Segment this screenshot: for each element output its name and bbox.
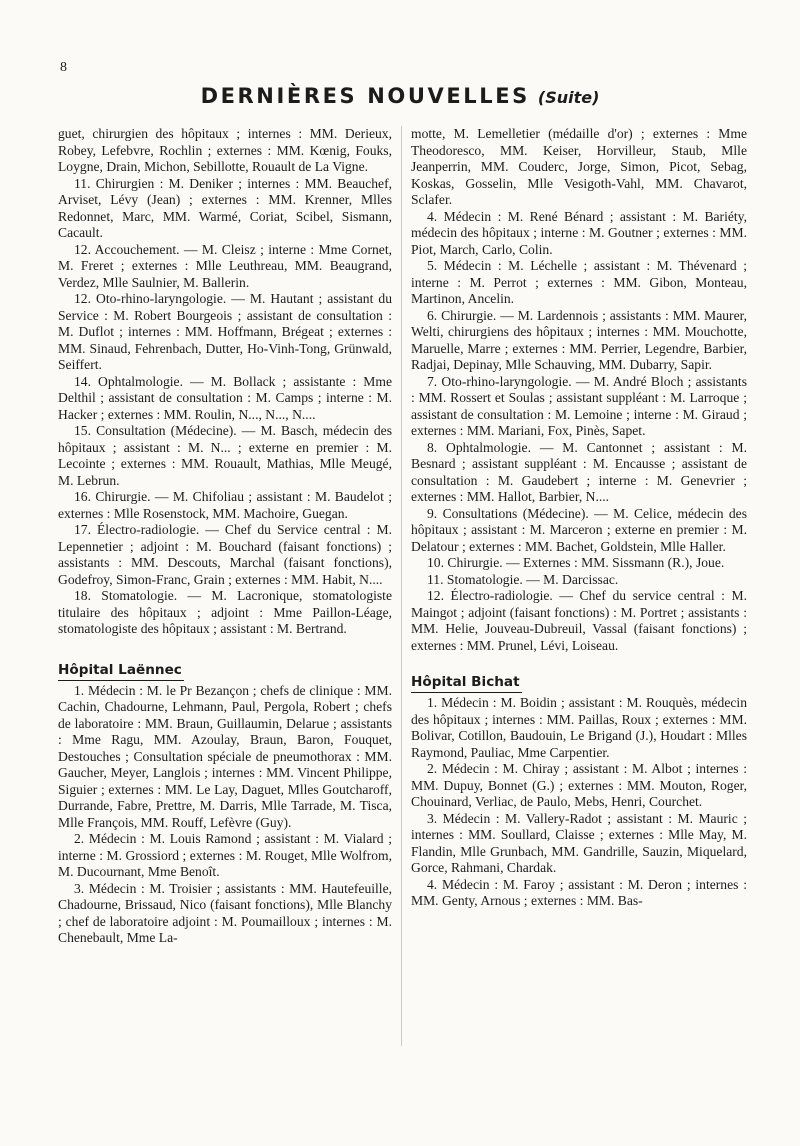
paragraph-entry: 2. Médecin : M. Chiray ; assistant : M. Albot ; internes : MM. Dupuy, Bonnet (G.) ; externes : MM. Mouton, Roger, Chouinard, Verliac, de Paulo, Mebs, Henri, Courchet. — [411, 761, 747, 809]
paragraph-entry: 12. Oto-rhino-laryngologie. — M. Hautant ; assistant du Service : M. Robert Bourgeois ; assistant de consultation : M. Duflot ; internes : MM. Hoffmann, Brégeat ; externes : MM. Sinaud, Fehrenbach, Dutter, Ho-Vinh-Tong, Grünwald, Seiffert. — [58, 291, 392, 372]
paragraph-entry: 3. Médecin : M. Vallery-Radot ; assistant : M. Mauric ; internes : MM. Soullard, Claisse ; externes : Mlle May, M. Flandin, Mlle Grunbach, MM. Gandrille, Sauzin, Miquelard, Gorce, Rahmani, Chardak. — [411, 810, 747, 875]
header-suite: (Suite) — [537, 88, 600, 107]
paragraph-entry: 4. Médecin : M. René Bénard ; assistant : M. Bariéty, médecin des hôpitaux ; interne : M. Goutner ; externes : MM. Piot, March, Carlo, Colin. — [411, 208, 747, 257]
paragraph-entry: 15. Consultation (Médecine). — M. Basch, médecin des hôpitaux ; assistant : M. N... ; externe en premier : M. Lecointe ; externes : MM. Rouault, Mathias, Mlle Meugé, M. Lebrun. — [58, 423, 392, 488]
page-number: 8 — [60, 60, 67, 75]
paragraph-entry: 9. Consultations (Médecine). — M. Celice, médecin des hôpitaux ; assistant : M. Marceron ; externe en premier : M. Delatour ; externes : MM. Bachet, Goldstein, Mlle Haller. — [411, 505, 747, 554]
paragraph-entry: 12. Accouchement. — M. Cleisz ; interne : Mme Cornet, M. Freret ; externes : Mlle Leuthreau, MM. Beaugrand, Verdez, Mlle Saulnier, M. Ballerin. — [58, 241, 392, 290]
section-heading-hopital-bichat: Hôpital Bichat — [411, 674, 522, 693]
paragraph-entry: 8. Ophtalmologie. — M. Cantonnet ; assistant : M. Besnard ; assistant suppléant : M. Encausse ; assistant de consultation : M. Gaudebert ; interne : M. Genevrier ; externes : MM. Hallot, Barbier, N.... — [411, 439, 747, 504]
paragraph-entry: 3. Médecin : M. Troisier ; assistants : MM. Hautefeuille, Chadourne, Brissaud, Nico (faisant fonctions), Mlle Blanchy ; chef de laboratoire adjoint : M. Poumailloux ; internes : M. Chenebault, Mme La- — [58, 880, 392, 945]
paragraph-entry: 1. Médecin : M. Boidin ; assistant : M. Rouquès, médecin des hôpitaux ; internes : MM. Paillas, Roux ; externes : MM. Bolivar, Cotillon, Baudouin, Le Brigand (J.), Houdart : Mlles Raymond, Pauliac, Mme Carpentier. — [411, 695, 747, 760]
paragraph-entry: 4. Médecin : M. Faroy ; assistant : M. Deron ; internes : MM. Genty, Arnous ; externes : MM. Bas- — [411, 876, 747, 908]
paragraph-entry: 2. Médecin : M. Louis Ramond ; assistant : M. Vialard ; interne : M. Grossiord ; externes : M. Rouget, Mlle Wolfrom, M. Ducournant, Mme Benoît. — [58, 831, 392, 879]
left-column — [58, 126, 392, 1102]
paragraph-continued: motte, M. Lemelletier (médaille d'or) ; externes : Mme Theodoresco, MM. Keiser, Horvilleur, Staub, Mlle Jeanperrin, MM. Couderc, Jorge, Simon, Picot, Sebag, Koskas, Gosselin, Mlle Vesigoth-Vahl, MM. Chavarot, Sclafer. — [411, 126, 747, 207]
paragraph-entry: 6. Chirurgie. — M. Lardennois ; assistants : MM. Maurer, Welti, chirurgiens des hôpitaux ; internes : MM. Mouchotte, Maruelle, Marre ; externes : MM. Perrier, Legendre, Barbier, Radjai, Depinay, Mlle Schauving, MM. Dubarry, Sapir. — [411, 307, 747, 372]
paragraph-entry: 16. Chirurgie. — M. Chifoliau ; assistant : M. Baudelot ; externes : Mlle Rosenstock, MM. Machoire, Guegan. — [58, 489, 392, 521]
paragraph-entry: 5. Médecin : M. Léchelle ; assistant : M. Thévenard ; interne : M. Perrot ; externes : MM. Gibon, Monteau, Martinon, Ancelin. — [411, 258, 747, 306]
section-heading-hopital-laennec: Hôpital Laënnec — [58, 662, 184, 681]
paragraph-entry: 7. Oto-rhino-laryngologie. — M. André Bloch ; assistants : MM. Rossert et Soulas ; assistant suppléant : M. Larroque ; assistant de consultation : M. Lemoine ; interne : M. Giraud ; externes : MM. Mariani, Fox, Pinès, Sapet. — [411, 373, 747, 438]
header-title: DERNIÈRES NOUVELLES — [200, 84, 530, 108]
paragraph-entry: 14. Ophtalmologie. — M. Bollack ; assistante : Mme Delthil ; assistant de consultation : M. Camps ; interne : M. Hacker ; externes : MM. Roulin, N..., N..., N.... — [58, 373, 392, 422]
paragraph-continued: guet, chirurgien des hôpitaux ; internes : MM. Derieux, Robey, Lefebvre, Rochlin ; externes : MM. Kœnig, Fouks, Loygne, Drain, Michon, Sebillotte, Rouault de La Vigne. — [58, 126, 392, 174]
paragraph-entry: 10. Chirurgie. — Externes : MM. Sissmann (R.), Joue. — [427, 555, 725, 570]
paragraph-entry: 11. Stomatologie. — M. Darcissac. — [427, 571, 619, 587]
column-divider — [401, 126, 402, 1046]
paragraph-entry: 1. Médecin : M. le Pr Bezançon ; chefs de clinique : MM. Cachin, Chadourne, Lehmann, Paul, Pergola, Robert ; chefs de laboratoire : MM. Braun, Guillaumin, Delarue ; assistants : Mme Ragu, MM. Azoulay, Braun, Baron, Fouquet, Destouches ; Consultation spéciale de pneumothorax : MM. Gaucher, Meyer, Langlois ; internes : MM. Vincent Philippe, Siguier ; externes : MM. Le Lay, Daguet, Mlles Goutcharoff, Durrande, Fabre, Prettre, M. Darris, Mlle Tarrade, M. Tisca, Mlle François, MM. Rouff, Lefèvre (Guy). — [58, 682, 392, 830]
paragraph-entry: 11. Chirurgien : M. Deniker ; internes : MM. Beauchef, Arviset, Lévy (Jean) ; externes : MM. Krenner, Mlles Redonnet, Marc, MM. Warmé, Coriat, Scibel, Sismann, Cacault. — [58, 175, 392, 240]
page-header — [0, 84, 800, 108]
paragraph-entry: 17. Électro-radiologie. — Chef du Service central : M. Lepennetier ; adjoint : M. Bouchard (faisant fonctions) ; assistants : MM. Descouts, Marchal (faisant fonctions), Godefroy, Simon-Franc, Grain ; externes : MM. Habit, N.... — [58, 522, 392, 587]
paragraph-entry: 18. Stomatologie. — M. Lacronique, stomatologiste titulaire des hôpitaux ; adjoint : Mme Paillon-Léage, stomatologiste des hôpitaux ; assistant : M. Bertrand. — [58, 588, 392, 636]
right-column — [411, 126, 747, 1102]
paragraph-entry: 12. Électro-radiologie. — Chef du service central : M. Maingot ; adjoint (faisant fonctions) : M. Portret ; assistants : MM. Helie, Jouveau-Dubreuil, Vassal (faisant fonctions) ; externes : MM. Prunel, Lévi, Loiseau. — [411, 588, 747, 653]
